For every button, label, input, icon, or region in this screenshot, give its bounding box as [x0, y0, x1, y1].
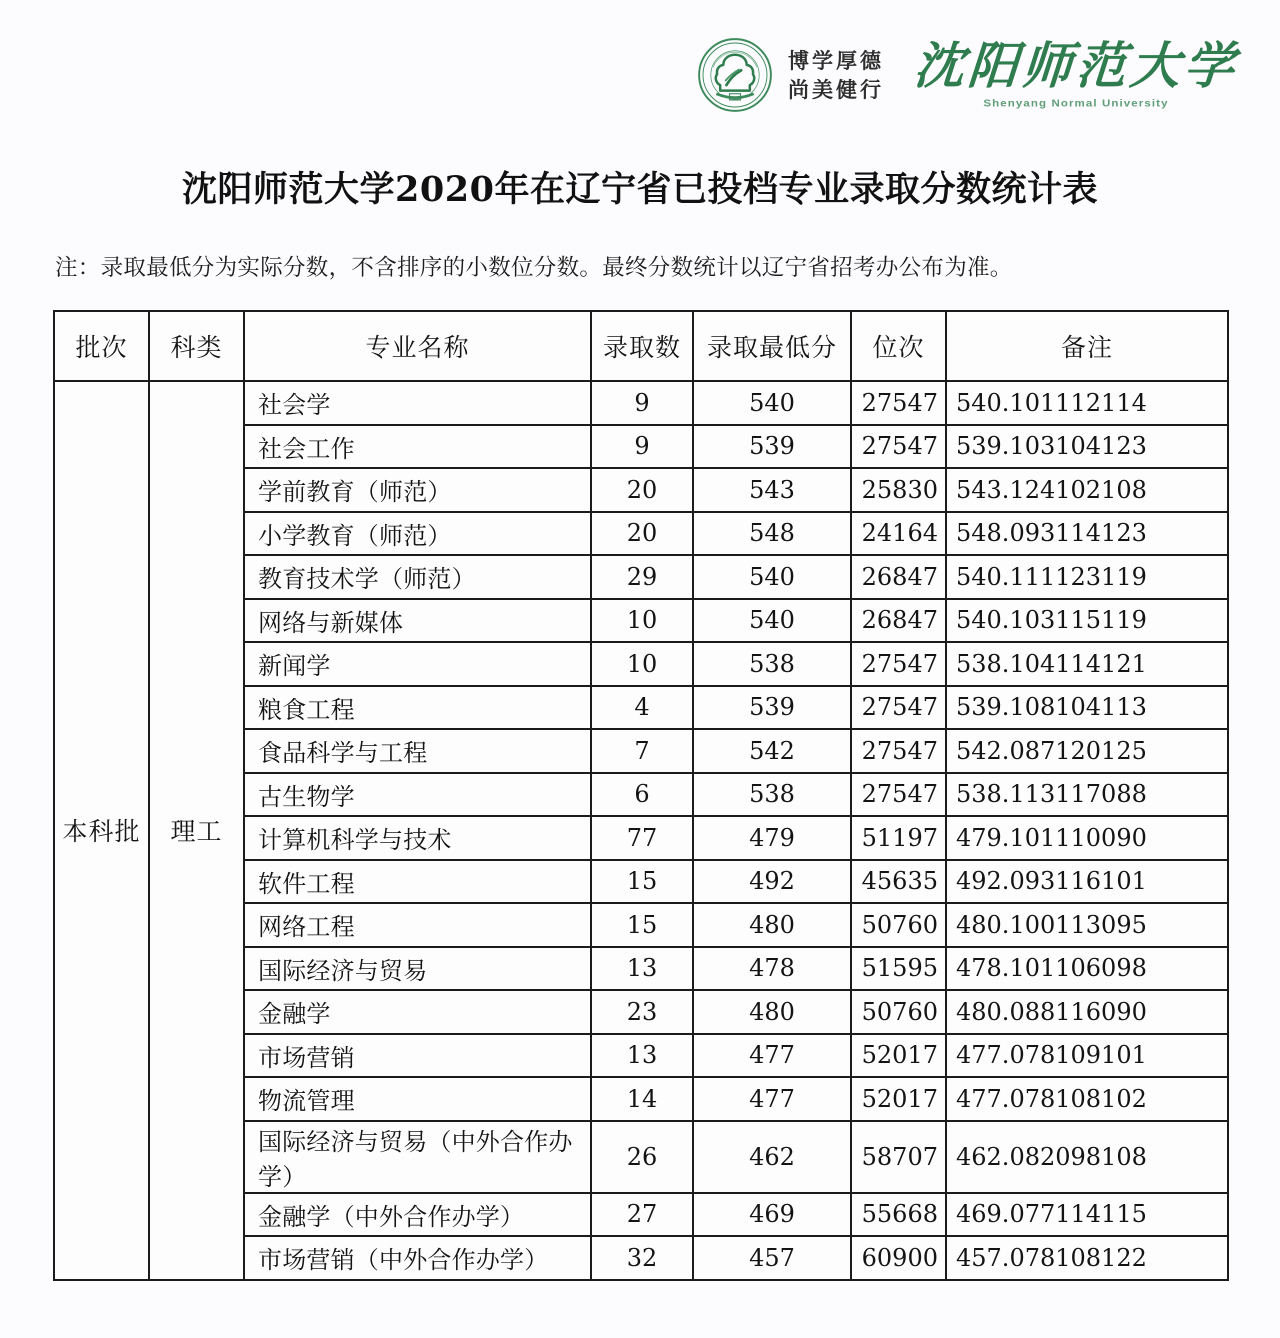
cell-rank: 52017: [851, 1077, 946, 1121]
cell-remark: 480.100113095: [946, 903, 1228, 947]
cell-min-score: 478: [693, 947, 851, 991]
column-header-remark: 备注: [946, 311, 1228, 381]
cell-count: 14: [591, 1077, 693, 1121]
cell-major: 市场营销（中外合作办学）: [244, 1236, 591, 1280]
admission-score-table: [53, 310, 1229, 1281]
cell-rank: 27547: [851, 381, 946, 425]
cell-rank: 27547: [851, 773, 946, 817]
table-header: [54, 311, 1228, 381]
cell-remark: 462.082098108: [946, 1121, 1228, 1193]
cell-count: 26: [591, 1121, 693, 1193]
note-text: 注：录取最低分为实际分数，不含排序的小数位分数。最终分数统计以辽宁省招考办公布为准。: [55, 254, 1013, 281]
cell-major: 社会学: [244, 381, 591, 425]
cell-count: 13: [591, 947, 693, 991]
cell-remark: 480.088116090: [946, 990, 1228, 1034]
cell-major: 国际经济与贸易: [244, 947, 591, 991]
column-header-category: 科类: [149, 311, 244, 381]
wordmark-chinese: 沈阳师范大学: [911, 35, 1241, 95]
cell-rank: 60900: [851, 1236, 946, 1280]
table-header-row: [54, 311, 1228, 381]
cell-rank: 25830: [851, 468, 946, 512]
cell-remark: 477.078109101: [946, 1034, 1228, 1078]
cell-major: 教育技术学（师范）: [244, 555, 591, 599]
cell-remark: 469.077114115: [946, 1193, 1228, 1237]
cell-min-score: 457: [693, 1236, 851, 1280]
cell-remark: 539.103104123: [946, 425, 1228, 469]
cell-min-score: 538: [693, 642, 851, 686]
cell-major: 国际经济与贸易（中外合作办学）: [244, 1121, 591, 1193]
cell-remark: 542.087120125: [946, 729, 1228, 773]
cell-count: 6: [591, 773, 693, 817]
cell-count: 10: [591, 599, 693, 643]
cell-remark: 538.104114121: [946, 642, 1228, 686]
cell-remark: 543.124102108: [946, 468, 1228, 512]
cell-major: 社会工作: [244, 425, 591, 469]
cell-rank: 24164: [851, 512, 946, 556]
column-header-rank: 位次: [851, 311, 946, 381]
cell-rank: 50760: [851, 990, 946, 1034]
cell-rank: 27547: [851, 642, 946, 686]
cell-count: 20: [591, 468, 693, 512]
cell-rank: 58707: [851, 1121, 946, 1193]
cell-major: 市场营销: [244, 1034, 591, 1078]
cell-major: 学前教育（师范）: [244, 468, 591, 512]
cell-remark: 478.101106098: [946, 947, 1228, 991]
cell-min-score: 540: [693, 599, 851, 643]
cell-remark: 492.093116101: [946, 860, 1228, 904]
cell-min-score: 542: [693, 729, 851, 773]
cell-min-score: 538: [693, 773, 851, 817]
cell-min-score: 540: [693, 381, 851, 425]
cell-major: 物流管理: [244, 1077, 591, 1121]
cell-count: 15: [591, 903, 693, 947]
cell-rank: 50760: [851, 903, 946, 947]
motto-line-2: 尚美健行: [788, 76, 884, 102]
cell-min-score: 480: [693, 990, 851, 1034]
cell-batch: 本科批: [54, 381, 149, 1280]
cell-count: 9: [591, 381, 693, 425]
cell-count: 7: [591, 729, 693, 773]
university-motto: [788, 49, 884, 101]
cell-min-score: 539: [693, 686, 851, 730]
cell-count: 23: [591, 990, 693, 1034]
cell-major: 金融学: [244, 990, 591, 1034]
column-header-min-score: 录取最低分: [693, 311, 851, 381]
cell-count: 10: [591, 642, 693, 686]
cell-major: 新闻学: [244, 642, 591, 686]
university-branding: [696, 35, 1241, 114]
cell-min-score: 539: [693, 425, 851, 469]
cell-count: 32: [591, 1236, 693, 1280]
cell-rank: 27547: [851, 425, 946, 469]
column-header-count: 录取数: [591, 311, 693, 381]
cell-remark: 477.078108102: [946, 1077, 1228, 1121]
cell-min-score: 492: [693, 860, 851, 904]
cell-count: 77: [591, 816, 693, 860]
cell-major: 网络工程: [244, 903, 591, 947]
cell-remark: 540.103115119: [946, 599, 1228, 643]
cell-rank: 51595: [851, 947, 946, 991]
cell-major: 小学教育（师范）: [244, 512, 591, 556]
score-table-container: [53, 310, 1227, 1281]
cell-count: 4: [591, 686, 693, 730]
cell-rank: 26847: [851, 555, 946, 599]
cell-major: 金融学（中外合作办学）: [244, 1193, 591, 1237]
cell-rank: 52017: [851, 1034, 946, 1078]
table-body: [54, 381, 1228, 1280]
cell-remark: 539.108104113: [946, 686, 1228, 730]
cell-major: 粮食工程: [244, 686, 591, 730]
cell-min-score: 479: [693, 816, 851, 860]
cell-category: 理工: [149, 381, 244, 1280]
cell-min-score: 477: [693, 1077, 851, 1121]
cell-rank: 45635: [851, 860, 946, 904]
cell-count: 27: [591, 1193, 693, 1237]
cell-count: 29: [591, 555, 693, 599]
table-row: [54, 381, 1228, 425]
cell-min-score: 477: [693, 1034, 851, 1078]
cell-major: 计算机科学与技术: [244, 816, 591, 860]
cell-major: 古生物学: [244, 773, 591, 817]
cell-major: 网络与新媒体: [244, 599, 591, 643]
cell-remark: 538.113117088: [946, 773, 1228, 817]
column-header-major: 专业名称: [244, 311, 591, 381]
cell-min-score: 548: [693, 512, 851, 556]
cell-min-score: 480: [693, 903, 851, 947]
cell-remark: 457.078108122: [946, 1236, 1228, 1280]
cell-count: 9: [591, 425, 693, 469]
cell-major: 软件工程: [244, 860, 591, 904]
cell-remark: 540.101112114: [946, 381, 1228, 425]
column-header-batch: 批次: [54, 311, 149, 381]
cell-rank: 27547: [851, 686, 946, 730]
cell-min-score: 469: [693, 1193, 851, 1237]
cell-rank: 51197: [851, 816, 946, 860]
university-crest-icon: [696, 36, 774, 114]
cell-min-score: 543: [693, 468, 851, 512]
university-wordmark: [911, 35, 1241, 110]
header-logo-band: [0, 0, 1280, 150]
cell-remark: 548.093114123: [946, 512, 1228, 556]
wordmark-english: Shenyang Normal University: [983, 98, 1169, 109]
cell-remark: 540.111123119: [946, 555, 1228, 599]
cell-min-score: 540: [693, 555, 851, 599]
cell-rank: 26847: [851, 599, 946, 643]
cell-min-score: 462: [693, 1121, 851, 1193]
page-title: 沈阳师范大学2020年在辽宁省已投档专业录取分数统计表: [182, 169, 1098, 210]
motto-line-1: 博学厚德: [788, 47, 884, 73]
cell-major: 食品科学与工程: [244, 729, 591, 773]
cell-count: 15: [591, 860, 693, 904]
cell-rank: 27547: [851, 729, 946, 773]
cell-rank: 55668: [851, 1193, 946, 1237]
cell-count: 20: [591, 512, 693, 556]
cell-remark: 479.101110090: [946, 816, 1228, 860]
cell-count: 13: [591, 1034, 693, 1078]
